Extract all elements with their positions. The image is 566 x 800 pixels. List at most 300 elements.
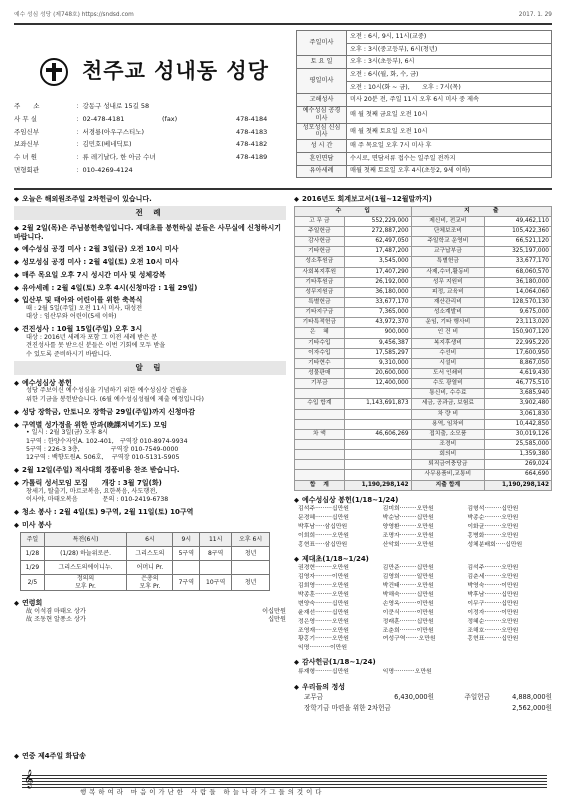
mass-row — [297, 123, 552, 140]
yeon-list — [14, 608, 286, 624]
fin-label: 성물판매 — [295, 369, 345, 379]
info-key: 주 소 — [14, 102, 40, 111]
fin-value: 17,585,297 — [344, 348, 411, 358]
mass-value: 수시로, 면담서류 접수는 일주일 전까지 — [347, 152, 552, 165]
fin-value: 269,024 — [485, 460, 552, 470]
fin-label: 접치출, 소모품 — [411, 429, 485, 439]
fin-label: 제신비, 전교비 — [411, 216, 485, 226]
mass-row — [297, 107, 552, 124]
item-body: • 일시 : 2월 3일(금) 오후 8시 — [26, 429, 108, 437]
divider — [14, 23, 552, 25]
mass-label: 고해성사 — [297, 94, 347, 107]
fin-label: 은 혜 — [295, 328, 345, 338]
sched-cell: 은총의 모후 Pr. — [127, 575, 173, 591]
fin-value: 36,180,000 — [344, 287, 411, 297]
fin-label: 사제,수녀,활동비 — [411, 267, 485, 277]
list-row — [294, 582, 552, 591]
list-row — [294, 514, 552, 523]
list-entry: 박해숙·········십만원 — [382, 592, 434, 599]
list-entry: 이정자·········이만원 — [467, 609, 519, 616]
fin-value: 3,902,480 — [485, 399, 552, 409]
fin-value: 272,887,200 — [344, 227, 411, 237]
list-entry: 박건태·········오만원 — [382, 583, 434, 590]
fin-value: 26,192,000 — [344, 277, 411, 287]
list-block — [294, 657, 552, 677]
item-heading: ◆ 청소 봉사 : 2월 4일(토) 9구역, 2월 11일(토) 10구역 — [14, 508, 286, 517]
list-row — [294, 600, 552, 609]
fin-value: 17,600,950 — [485, 348, 552, 358]
sched-cell: 청년 — [232, 547, 270, 561]
fin-label: 회의비 — [411, 450, 485, 460]
fin-value: 62,497,050 — [344, 237, 411, 247]
fin-value: 900,000 — [344, 328, 411, 338]
label-kyomu: 교무금 — [304, 693, 324, 702]
fin-label — [295, 439, 345, 449]
list-entry: 박후남·········십만원 — [467, 592, 519, 599]
list-entry: 여성구역·······오만원 — [382, 636, 436, 643]
list-title: ◆ 감사헌금(1/18~1/24) — [294, 657, 552, 668]
list-entry — [467, 668, 552, 677]
list-row — [294, 532, 552, 541]
mass-label: 평일미사 — [297, 69, 347, 94]
item-body: 위한 기금을 봉헌받습니다. (6월 예수성심성월에 제출 예정입니다) — [26, 395, 204, 403]
sched-cell: 1/29 — [21, 561, 45, 575]
fin-label: 도서 인쇄비 — [411, 369, 485, 379]
mass-row — [297, 69, 552, 82]
fin-label: 기타수입 — [295, 338, 345, 348]
notice-items — [14, 379, 286, 530]
item-body: 창세기, 탈출기, 마르코복음, 요한복음, 사도행전, — [26, 487, 158, 495]
list-entry: 조해호·········오만원 — [467, 627, 519, 634]
info-value: ：010-4269-4124 — [76, 165, 133, 174]
sched-cell: 어머니 Pr. — [127, 561, 173, 575]
list-entry: 김석주·········십만원 — [298, 506, 349, 513]
fin-label: 사회복지후원 — [295, 267, 345, 277]
mass-row — [297, 140, 552, 153]
info-tel: 478-4183 — [236, 127, 268, 136]
yeon-title: ◆ 연령회 — [14, 599, 286, 608]
info-row — [14, 113, 296, 126]
fin-label: 차 량 비 — [411, 409, 485, 419]
fin-label: 재산관리비 — [411, 298, 485, 308]
list-entry: 김미희·········오만원 — [382, 506, 434, 513]
bottom-line2 — [294, 704, 552, 712]
fin-label: 통신비, 수수료 — [411, 389, 485, 399]
sched-head: 오후 6시 — [232, 533, 270, 547]
fin-value: 325,197,000 — [485, 247, 552, 257]
yeon-name: 故 조동현 알퐁소 상가 — [26, 616, 86, 624]
fin-label: 용역, 임차비 — [411, 419, 485, 429]
fin-value: 49,462,110 — [485, 216, 552, 226]
fin-value — [344, 470, 411, 480]
item-heading: ◆ 입산부 및 태아와 어린이를 위한 축복식 — [14, 296, 286, 305]
fin-label: 성무지원금 — [295, 287, 345, 297]
fin-label: 운임, 기타 행사비 — [411, 318, 485, 328]
item-heading: ◆ 가톨릭 성서모임 모집 개강 : 3월 7일(화) — [14, 479, 286, 488]
sched-cell: 7구역 — [173, 575, 200, 591]
sched-cell: 8구역 — [200, 547, 232, 561]
info-tel: 478-4189 — [236, 153, 268, 162]
list-row — [294, 644, 552, 653]
info-row — [14, 125, 296, 138]
fin-label: 사무용품비,교통비 — [411, 470, 485, 480]
sched-cell — [200, 561, 232, 575]
item-heading: ◆ 성모성심 공경 미사 : 2월 4일(토) 오전 10시 미사 — [14, 258, 286, 267]
divider — [14, 188, 552, 190]
mass-row — [297, 31, 552, 44]
fin-label — [295, 470, 345, 480]
bottom-title: ◆ 우리들의 정성 — [294, 683, 552, 692]
value-sunday: 4,888,000원 — [512, 693, 552, 702]
item-body: 대상 : 임산부와 어린이(5세 이하) — [26, 313, 117, 321]
fin-label: 합 계 — [295, 480, 345, 490]
fin-value: 9,675,000 — [485, 308, 552, 318]
fin-value: 1,190,298,142 — [485, 480, 552, 490]
list-entry: 조영재·········오만원 — [298, 627, 349, 634]
list-entry: 조명자·········오만원 — [382, 533, 434, 540]
fin-label — [295, 419, 345, 429]
fin-label: 특별헌금 — [411, 257, 485, 267]
info-row — [14, 100, 296, 113]
info-value: ：강동구 성내로 15길 58 — [76, 102, 150, 111]
list-entry: 정은영·········오만원 — [298, 618, 349, 625]
fin-value: 14,064,060 — [485, 287, 552, 297]
info-value: ：류 레기날다, 한 아금 수녀 — [76, 153, 156, 162]
donation-lists — [294, 495, 552, 677]
info-tel: 478-4182 — [236, 140, 268, 149]
yeon-row — [14, 616, 286, 624]
mass-value: 오후 : 3시(초등부), 6시 — [347, 56, 552, 69]
fin-label: 복지후생비 — [411, 338, 485, 348]
mass-value: 매 월 첫째 토요일 오전 10시 — [347, 123, 552, 140]
mass-value: 미사 20분 전, 주일 11시 오후 6시 미사 중 제속 — [347, 94, 552, 107]
fin-value: 1,190,298,142 — [344, 480, 411, 490]
sched-cell: 5구역 — [173, 547, 200, 561]
info-value: ：김민호(베네딕토) — [76, 140, 132, 149]
fin-value: 23,113,020 — [485, 318, 552, 328]
list-title: ◆ 예수성심상 봉헌(1/18~1/24) — [294, 495, 552, 506]
fin-value: 46,775,510 — [485, 379, 552, 389]
list-entry: 이무구·········십만원 — [467, 600, 519, 607]
fin-value — [344, 409, 411, 419]
list-entry: 정래훈·········십만원 — [382, 618, 434, 625]
mass-value: 오전 : 10시(화 ~ 금), 오후 : 7시(목) — [347, 81, 552, 94]
song-lyrics: 행복하여라 마음이가난한 사람들 하늘나라가그들의것이다 — [80, 788, 325, 796]
list-row — [294, 609, 552, 618]
list-entry: 김석주·········오만원 — [467, 565, 519, 572]
item-heading: ◆ 유아세례 : 2월 4일(토) 오후 4시(신청마감 : 1월 29일) — [14, 284, 286, 293]
sched-cell: (1/28) 하늘위로콘. — [44, 547, 126, 561]
fin-label — [295, 460, 345, 470]
list-entry: 익명···········이만원 — [298, 645, 348, 652]
sched-cell: 청년 — [232, 575, 270, 591]
list-entry: 권경현·········오만원 — [298, 565, 349, 572]
item-body: 5구역 : 226-3 3층, 구역장 010-7549-0000 — [26, 445, 179, 453]
list-entry: 박후남·····삼십만원 — [298, 524, 348, 531]
list-entry: 박종훈·········오만원 — [298, 592, 349, 599]
finance-table — [294, 206, 552, 491]
mass-value: 매 월 첫째 금요일 오전 10시 — [347, 107, 552, 124]
item-heading: ◆ 2월 2일(목)은 주님봉헌축일입니다. 제대초를 봉헌하실 분들은 사무실에 신청하시기 바랍니다. — [14, 224, 286, 242]
list-entry: 홍현표·····삼십만원 — [298, 541, 348, 548]
fin-label: 수도 광열비 — [411, 379, 485, 389]
info-key: 수 녀 원 — [14, 153, 37, 162]
fin-value: 105,422,360 — [485, 227, 552, 237]
fin-value: 4,619,430 — [485, 369, 552, 379]
list-row — [294, 635, 552, 644]
sched-head: 주일 — [21, 533, 45, 547]
list-entry: 이희희·········오만원 — [298, 533, 349, 540]
fin-label — [295, 389, 345, 399]
fin-label: 수선비 — [411, 348, 485, 358]
list-row — [294, 541, 552, 550]
item-body: 이사야, 마태오복음 문의 : 010-2419-6738 — [26, 495, 169, 503]
sched-cell: 10구역 — [200, 575, 232, 591]
label-sunday: 주일헌금 — [464, 693, 490, 702]
list-entry: 정혜순·········오만원 — [467, 618, 519, 625]
item-heading: ◆ 예수성심상 봉헌 — [14, 379, 286, 388]
fin-value: 33,677,170 — [344, 298, 411, 308]
mass-row — [297, 56, 552, 69]
fin-value: 150,907,120 — [485, 328, 552, 338]
parish-title: 천주교 성내동 성당 — [82, 58, 269, 83]
list-entry: 성체분배회·····십만원 — [467, 541, 523, 548]
header-date: 2017. 1. 29 — [518, 12, 552, 18]
list-entry: 홍현표·········십만원 — [467, 636, 519, 643]
yeon-amount: 십만원 — [268, 616, 286, 624]
fin-label — [295, 409, 345, 419]
song-section — [14, 748, 552, 761]
fin-label: 지출 합계 — [411, 480, 485, 490]
list-entry: 김희영·········오만원 — [298, 583, 349, 590]
item-body: 대상 : 2016년 세례자 포함 그 이전 세례 받은 분 — [26, 334, 158, 342]
list-entry: 조춘희·········이만원 — [382, 627, 434, 634]
list-entry — [467, 644, 552, 653]
fin-value: 7,365,000 — [344, 308, 411, 318]
bottom-line1 — [294, 693, 552, 701]
contact-info — [14, 100, 296, 176]
list-entry: 홍병화·········오만원 — [467, 533, 519, 540]
fin-value: 43,972,370 — [344, 318, 411, 328]
mass-label: 성 시 간 — [297, 140, 347, 153]
mass-value: 매월 첫째 토요일 오후 4시(초등2, 9세 이하) — [347, 165, 552, 178]
list-row — [294, 591, 552, 600]
fin-label: 피정, 교육비 — [411, 287, 485, 297]
fin-label: 고 무 금 — [295, 216, 345, 226]
item-heading: ◆ 견진성사 : 10월 15일(주일) 오후 3시 — [14, 325, 286, 334]
item-body: 견진성사를 못 받으신 분들은 이번 기회에 모두 받을 — [26, 342, 166, 350]
fin-value — [344, 460, 411, 470]
list-entry: 익명···········오만원 — [382, 668, 432, 675]
fin-value: 9,456,387 — [344, 338, 411, 348]
list-entry: 김만준·········십만원 — [382, 565, 434, 572]
fin-value: 10,442,850 — [485, 419, 552, 429]
list-entry: 박순남·········십만원 — [382, 515, 434, 522]
info-key: 주임신부 — [14, 127, 40, 136]
fin-label: 성무 지원비 — [411, 277, 485, 287]
item-heading: ◆ 미사 봉사 — [14, 521, 286, 530]
list-entry: 박영숙·········이만원 — [467, 583, 519, 590]
fin-label: 기타특적헌금 — [295, 318, 345, 328]
fin-label: 주일학교 운영비 — [411, 237, 485, 247]
fin-value: 1,359,380 — [485, 450, 552, 460]
list-entry: 박종순·········오만원 — [467, 515, 519, 522]
info-tel: 478-4184 — [236, 114, 268, 123]
fin-label: 감사헌금 — [295, 237, 345, 247]
list-entry: 김영희·········일만원 — [382, 574, 434, 581]
list-entry: 문경혜·········십만원 — [298, 515, 349, 522]
section-notices: 알 림 — [14, 361, 286, 375]
item-body: 1구역 : 한양수자인A. 102-401, 구역장 010-8974-9934 — [26, 437, 188, 445]
mass-label: 예수성심 공경미사 — [297, 107, 347, 124]
fin-label: 교구납부금 — [411, 247, 485, 257]
fin-value: 33,677,170 — [485, 257, 552, 267]
info-row — [14, 151, 296, 164]
list-row — [294, 523, 552, 532]
fin-label: 기타지구금 — [295, 308, 345, 318]
left-column — [14, 193, 286, 625]
fin-label: 성소계발비 — [411, 308, 485, 318]
sched-cell: 정의의 모후 Pr. — [44, 575, 126, 591]
fin-value: 128,570,130 — [485, 298, 552, 308]
list-row — [294, 505, 552, 514]
fin-label: 성소후원금 — [295, 257, 345, 267]
item-heading: ◆ 구역별 성가정을 위한 만과(晩課저녁기도) 모임 — [14, 421, 286, 430]
finance-title: ◆ 2016년도 회계보고서(1월~12월말까지) — [294, 195, 552, 204]
mass-label: 성모성심 신심미사 — [297, 123, 347, 140]
sched-head: 6시 — [127, 533, 173, 547]
list-title: ◆ 제대초(1/18~1/24) — [294, 554, 552, 565]
info-extra: (fax) — [162, 114, 178, 123]
list-entry — [383, 644, 468, 653]
list-entry: 류재형·········십만원 — [298, 668, 349, 675]
mass-label: 토 요 일 — [297, 56, 347, 69]
fin-head: 수 입 — [295, 206, 412, 216]
fin-head: 지 출 — [411, 206, 551, 216]
fin-value: 3,061,830 — [485, 409, 552, 419]
fin-value: 17,407,290 — [344, 267, 411, 277]
fin-value: 3,685,940 — [485, 389, 552, 399]
mass-label: 주일미사 — [297, 31, 347, 56]
fin-label: 단체보조비 — [411, 227, 485, 237]
info-row — [14, 138, 296, 151]
section-liturgy: 전 례 — [14, 206, 286, 220]
list-entry: 김춘세·········오만원 — [467, 574, 519, 581]
mass-value: 오후 : 3시(중고등부), 6시(청년) — [347, 43, 552, 56]
list-entry: 손영옥·········이만원 — [382, 600, 434, 607]
list-row — [294, 618, 552, 627]
sched-cell: 2/5 — [21, 575, 45, 591]
item-body: 성당 주보이신 예수성심을 기념하기 위한 예수성심상 건립을 — [26, 387, 188, 395]
label-scholarship: 장학기금 마련을 위한 2차헌금 — [304, 703, 391, 712]
fin-label — [295, 450, 345, 460]
fin-value: 66,521,120 — [485, 237, 552, 247]
info-key: 면형회관 — [14, 165, 40, 174]
fin-label: 기타후원금 — [295, 277, 345, 287]
fin-value: 36,180,000 — [485, 277, 552, 287]
list-entry: 김영자·········이만원 — [298, 574, 349, 581]
fin-label: 세금, 공과금, 보험료 — [411, 399, 485, 409]
fin-value — [344, 419, 411, 429]
list-entry: 윤재선·········십만원 — [298, 609, 349, 616]
treble-clef-icon: 𝄞 — [24, 769, 34, 788]
sched-head: 특전(6시) — [44, 533, 126, 547]
list-entry: 김형석·········십만원 — [467, 506, 519, 513]
fin-value — [344, 389, 411, 399]
sched-cell: 그리스도의 — [127, 547, 173, 561]
fin-label: 차 액 — [295, 429, 345, 439]
list-entry: 변양숙·········십만원 — [298, 600, 349, 607]
mass-label: 유아세례 — [297, 165, 347, 178]
fin-value: 9,310,000 — [344, 358, 411, 368]
yeon-name: 故 이석겸 마태오 상가 — [26, 608, 86, 616]
info-key: 보좌신부 — [14, 140, 40, 149]
church-logo-icon — [40, 58, 68, 86]
yeon-amount: 이십만원 — [262, 608, 286, 616]
fin-label: 기타헌금 — [295, 247, 345, 257]
mass-value: 오전 : 6시, 9시, 11시(교중) — [347, 31, 552, 44]
fin-value: 552,229,000 — [344, 216, 411, 226]
fin-label: 기타현수 — [295, 358, 345, 368]
fin-value: 12,400,000 — [344, 379, 411, 389]
fin-value: 46,606,269 — [344, 429, 411, 439]
fin-value: 1,143,691,873 — [344, 399, 411, 409]
fin-value: 68,060,570 — [485, 267, 552, 277]
item-body: 때 : 2월 5일(주일) 오전 11시 미사, 대성전 — [26, 305, 143, 312]
fin-value: 30,019,126 — [485, 429, 552, 439]
fin-value — [344, 450, 411, 460]
item-body: 12구역 : 백향도원A. 506호, 구역장 010-5131-5905 — [26, 453, 180, 461]
song-title: ◆ 연중 제4주일 화답송 — [14, 752, 552, 761]
info-value: ：02-478-4181 — [76, 114, 125, 123]
value-kyomu: 6,430,000원 — [394, 693, 434, 702]
fin-value: 664,690 — [485, 470, 552, 480]
fin-value: 8,867,050 — [485, 358, 552, 368]
liturgy-items — [14, 224, 286, 359]
mass-value: 매 주 목요일 오후 7시 미사 후 — [347, 140, 552, 153]
fin-value: 20,600,000 — [344, 369, 411, 379]
header-left: 예수 성심 성당 (제748호) https://sndsd.com — [14, 12, 134, 18]
sched-cell: 1/28 — [21, 547, 45, 561]
fin-value: 3,545,000 — [344, 257, 411, 267]
right-column — [294, 193, 552, 712]
list-block — [294, 495, 552, 550]
mass-label: 혼인면담 — [297, 152, 347, 165]
fin-label: 특별헌금 — [295, 298, 345, 308]
list-row — [294, 668, 552, 677]
item-heading: ◆ 2월 12일(주일) 적사대회 경품비용 찬조 받습니다. — [14, 466, 286, 475]
list-row — [294, 627, 552, 636]
fin-value — [344, 439, 411, 449]
fin-label: 퇴직금여충당금 — [411, 460, 485, 470]
fin-label: 조경비 — [411, 439, 485, 449]
list-entry: 양영환·········오만원 — [382, 524, 434, 531]
sched-cell — [232, 561, 270, 575]
list-entry: 이화균·········오만원 — [467, 524, 519, 531]
sched-cell: 그리스도의에이니누. — [44, 561, 126, 575]
sched-head: 9시 — [173, 533, 200, 547]
fin-label: 인 건 비 — [411, 328, 485, 338]
info-row — [14, 163, 296, 176]
list-entry: 이쿤식·········이만원 — [382, 609, 434, 616]
mass-row — [297, 165, 552, 178]
fin-label: 시설비 — [411, 358, 485, 368]
fin-value: 22,995,220 — [485, 338, 552, 348]
item-heading: ◆ 성당 장학금, 안토니오 장학금 29일(주일)까지 신청마감 — [14, 408, 286, 417]
fin-label: 수입 합계 — [295, 399, 345, 409]
mass-value: 오전 : 6시(월, 화, 수, 금) — [347, 69, 552, 82]
value-scholarship: 2,562,000원 — [512, 703, 552, 712]
